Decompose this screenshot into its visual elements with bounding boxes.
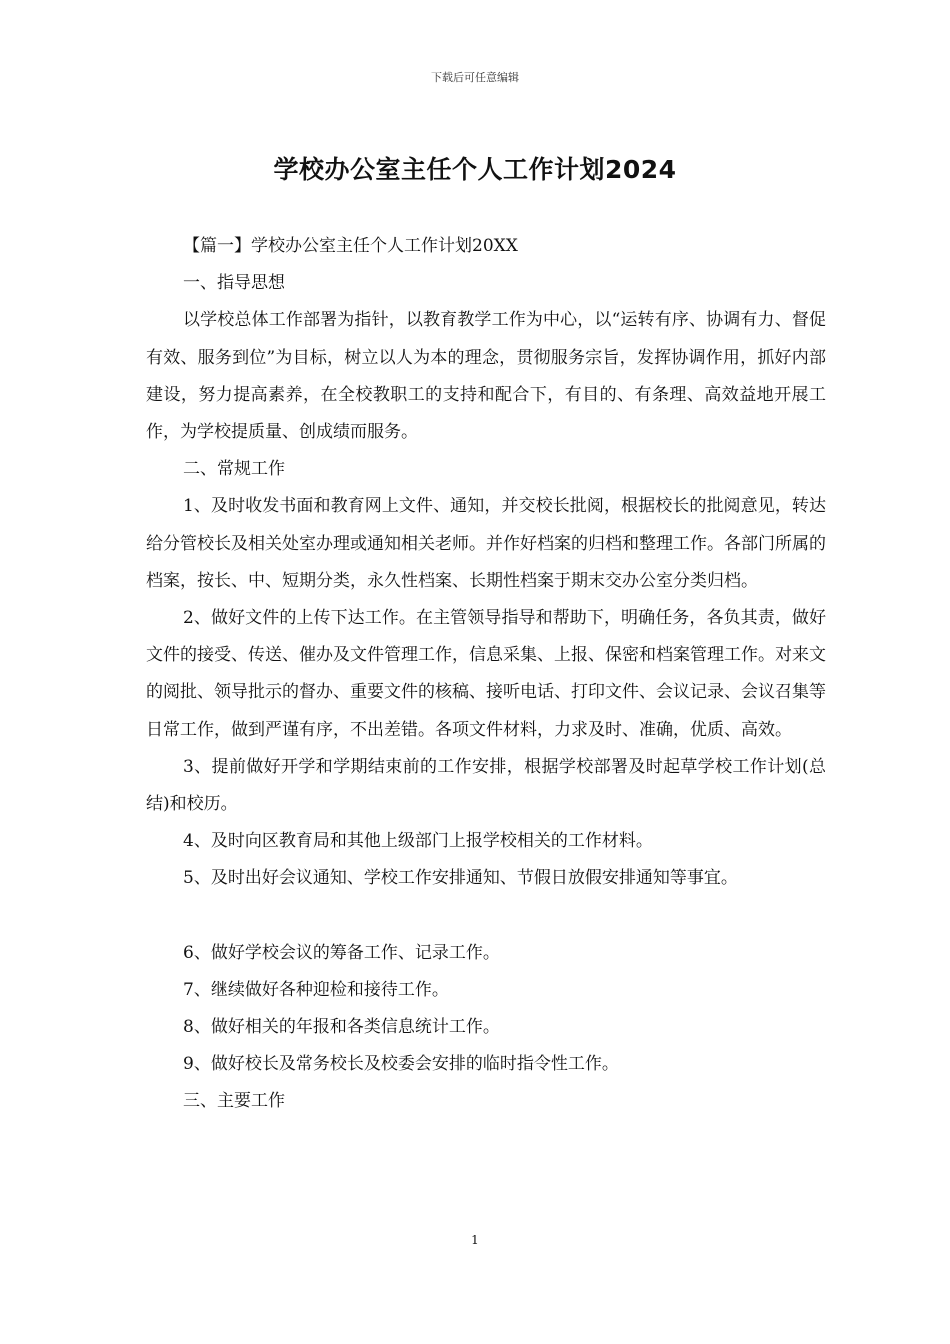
list-item-3: 3、提前做好开学和学期结束前的工作安排，根据学校部署及时起草学校工作计划(总结)和校历。 [146,756,826,815]
list-item-6: 6、做好学校会议的筹备工作、记录工作。 [183,942,500,963]
document-body [146,228,826,1121]
heading-guiding-ideology: 一、指导思想 [183,273,285,294]
blank-line [146,898,826,935]
heading-main-work: 三、主要工作 [183,1091,285,1112]
page-number: 1 [471,1233,479,1247]
list-item-2: 2、做好文件的上传下达工作。在主管领导指导和帮助下，明确任务，各负其责，做好文件的接受、传送、催办及文件管理工作，信息采集、上报、保密和档案管理工作。对来文的阅批、领导批示的督办、重要文件的核稿、接听电话、打印文件、会议记录、会议召集等日常工作，做到严谨有序，不出差错。各项文件材料，力求及时、准确，优质、高效。 [146,608,826,740]
heading-routine-work: 二、常规工作 [183,459,285,480]
list-item-7: 7、继续做好各种迎检和接待工作。 [183,979,449,1000]
section-heading-part-one: 【篇一】学校办公室主任个人工作计划20XX [183,236,518,256]
list-item-1: 1、及时收发书面和教育网上文件、通知，并交校长批阅，根据校长的批阅意见，转达给分管校长及相关处室办理或通知相关老师。并作好档案的归档和整理工作。各部门所属的档案，按长、中、短期分类，永久性档案、长期性档案于期末交办公室分类归档。 [146,496,826,591]
list-item-5: 5、及时出好会议通知、学校工作安排通知、节假日放假安排通知等事宜。 [183,868,738,889]
list-item-9: 9、做好校长及常务校长及校委会安排的临时指令性工作。 [183,1054,619,1075]
document-title: 学校办公室主任个人工作计划2024 [273,155,677,184]
list-item-4: 4、及时向区教育局和其他上级部门上报学校相关的工作材料。 [183,831,653,852]
paragraph-guiding-ideology: 以学校总体工作部署为指针，以教育教学工作为中心，以“运转有序、协调有力、督促有效、服务到位”为目标，树立以人为本的理念，贯彻服务宗旨，发挥协调作用，抓好内部建设，努力提高素养，在全校教职工的支持和配合下，有目的、有条理、高效益地开展工作，为学校提质量、创成绩而服务。 [146,310,826,443]
list-item-8: 8、做好相关的年报和各类信息统计工作。 [183,1017,500,1038]
header-note: 下载后可任意编辑 [431,71,519,84]
